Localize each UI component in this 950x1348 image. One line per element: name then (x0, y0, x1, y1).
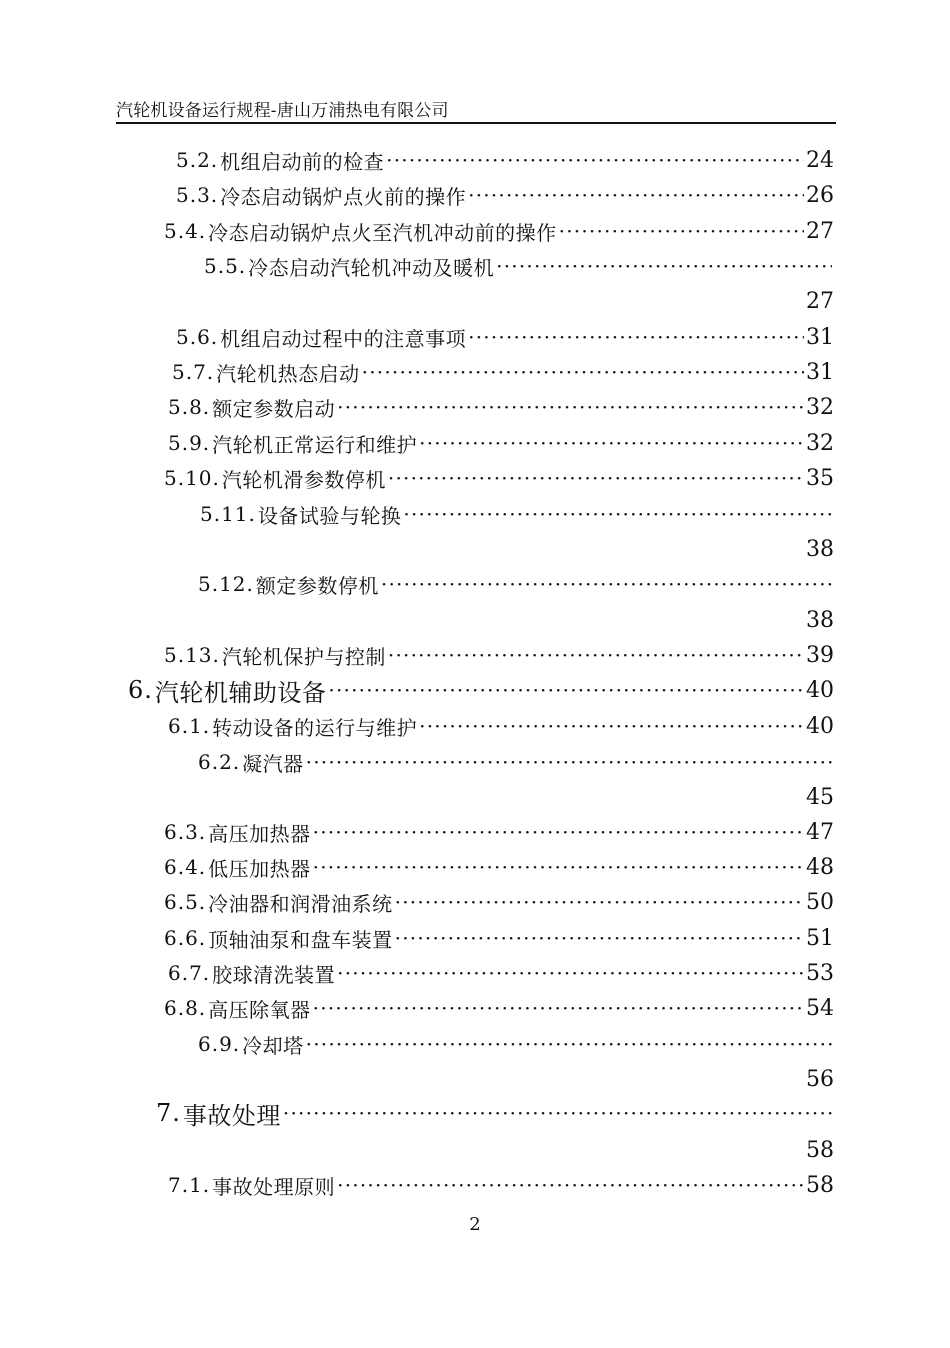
toc-entry-number: 7. (156, 1099, 181, 1127)
toc-entry-title: 事故处理原则 (212, 1174, 336, 1199)
toc-entry[interactable] (168, 957, 834, 989)
toc-entry-page: 26 (806, 182, 834, 208)
toc-entry-number: 6.7. (168, 961, 211, 985)
toc-chapter-entry[interactable] (156, 1097, 834, 1129)
toc-entry-title: 凝汽器 (242, 751, 304, 776)
toc-leader-dots (381, 572, 832, 596)
toc-entry-number: 6.1. (168, 714, 211, 738)
toc-entry-page: 32 (806, 430, 834, 456)
toc-entry-page: 58 (806, 1137, 834, 1163)
toc-entry[interactable] (198, 1028, 834, 1060)
toc-entry-title: 机组启动过程中的注意事项 (220, 326, 467, 351)
toc-entry[interactable] (176, 321, 834, 353)
toc-entry-page: 32 (806, 394, 834, 420)
toc-leader-dots (386, 148, 804, 172)
toc-leader-dots (496, 254, 832, 278)
toc-leader-dots (388, 643, 804, 667)
toc-entry-number: 5.10. (164, 466, 220, 490)
toc-leader-dots (362, 360, 804, 384)
toc-leader-dots (283, 1101, 832, 1125)
toc-leader-dots (559, 219, 804, 243)
toc-entry[interactable] (164, 462, 834, 494)
toc-entry[interactable] (164, 992, 834, 1024)
toc-entry-title: 汽轮机热态启动 (216, 361, 360, 386)
toc-entry-page: 31 (806, 324, 834, 350)
toc-entry-number: 5.12. (198, 572, 254, 596)
toc-entry-title: 设备试验与轮换 (257, 503, 402, 528)
toc-entry-number: 6.6. (164, 926, 207, 950)
toc-entry-page: 51 (806, 925, 834, 951)
toc-entry-number: 5.8. (168, 395, 211, 419)
toc-entry-title: 冷却塔 (242, 1033, 304, 1058)
toc-entry-number: 5.5. (204, 254, 247, 278)
toc-leader-dots (403, 502, 832, 526)
toc-leader-dots (306, 1032, 832, 1056)
toc-entry-title: 冷态启动锅炉点火至汽机冲动前的操作 (208, 220, 557, 245)
toc-entry[interactable] (172, 356, 834, 388)
toc-leader-dots (306, 750, 832, 774)
toc-entry[interactable] (168, 1169, 834, 1201)
toc-entry-title: 机组启动前的检查 (220, 149, 385, 174)
toc-leader-dots (313, 855, 804, 879)
toc-entry[interactable] (164, 886, 834, 918)
toc-entry-number: 6.5. (164, 890, 207, 914)
toc-entry-number: 6.8. (164, 996, 207, 1020)
toc-entry-number: 6.4. (164, 855, 207, 879)
toc-entry-title: 低压加热器 (208, 856, 311, 881)
toc-entry[interactable] (164, 639, 834, 671)
toc-entry[interactable] (168, 710, 834, 742)
toc-entry-page: 53 (806, 960, 834, 986)
toc-entry-title: 顶轴油泵和盘车装置 (208, 927, 393, 952)
toc-entry-title: 冷油器和润滑油系统 (208, 891, 393, 916)
toc-entry-page: 24 (806, 147, 834, 173)
toc-entry-page: 48 (806, 854, 834, 880)
toc-entry-page: 40 (806, 677, 834, 703)
toc-entry-title: 汽轮机滑参数停机 (221, 467, 386, 492)
toc-entry[interactable] (176, 144, 834, 176)
toc-entry-title: 汽轮机保护与控制 (221, 644, 386, 669)
toc-entry[interactable] (198, 568, 834, 600)
toc-entry-page: 35 (806, 465, 834, 491)
toc-leader-dots (468, 183, 804, 207)
toc-entry-number: 5.6. (176, 325, 219, 349)
header-title: 汽轮机设备运行规程-唐山万浦热电有限公司 (116, 101, 449, 121)
toc-chapter-entry[interactable] (128, 674, 834, 706)
page-number: 2 (469, 1214, 481, 1235)
toc-entry-page: 27 (806, 218, 834, 244)
toc-leader-dots (388, 466, 804, 490)
toc-entry-number: 5.4. (164, 219, 207, 243)
toc-entry[interactable] (164, 851, 834, 883)
toc-entry-title: 汽轮机正常运行和维护 (212, 432, 418, 457)
toc-leader-dots (337, 1173, 804, 1197)
toc-entry-title: 事故处理 (182, 1101, 281, 1129)
toc-entry[interactable] (198, 746, 834, 778)
toc-leader-dots (419, 431, 804, 455)
toc-entry-number: 5.7. (172, 360, 215, 384)
toc-leader-dots (468, 325, 804, 349)
toc-entry-page: 39 (806, 642, 834, 668)
page-header (116, 94, 836, 124)
toc-entry-page: 50 (806, 889, 834, 915)
toc-entry[interactable] (168, 391, 834, 423)
toc-entry-number: 6.9. (198, 1032, 241, 1056)
toc-entry-page: 54 (806, 995, 834, 1021)
toc-entry[interactable] (164, 922, 834, 954)
toc-entry-number: 5.3. (176, 183, 219, 207)
toc-entry[interactable] (200, 498, 834, 530)
toc-entry-title: 冷态启动锅炉点火前的操作 (220, 184, 467, 209)
toc-entry[interactable] (204, 250, 834, 282)
toc-entry-page: 31 (806, 359, 834, 385)
toc-entry-number: 6.3. (164, 820, 207, 844)
toc-leader-dots (395, 890, 804, 914)
toc-leader-dots (337, 961, 804, 985)
toc-entry-page: 38 (806, 536, 834, 562)
toc-leader-dots (337, 395, 804, 419)
toc-entry-title: 转动设备的运行与维护 (212, 715, 418, 740)
toc-entry-number: 5.13. (164, 643, 220, 667)
toc-entry-page: 47 (806, 819, 834, 845)
toc-entry-page: 38 (806, 607, 834, 633)
toc-entry-title: 汽轮机辅助设备 (154, 678, 327, 706)
toc-entry-title: 冷态启动汽轮机冲动及暖机 (248, 255, 495, 280)
toc-entry-number: 5.9. (168, 431, 211, 455)
toc-entry[interactable] (164, 816, 834, 848)
toc-leader-dots (328, 678, 804, 702)
toc-entry-number: 5.11. (200, 502, 256, 526)
toc-entry-number: 5.2. (176, 148, 219, 172)
toc-entry-title: 额定参数停机 (255, 573, 379, 598)
toc-entry-number: 6.2. (198, 750, 241, 774)
toc-entry[interactable] (168, 427, 834, 459)
toc-leader-dots (419, 714, 804, 738)
toc-entry-page: 27 (806, 288, 834, 314)
toc-entry-number: 7.1. (168, 1173, 211, 1197)
toc-entry-number: 6. (128, 676, 153, 704)
toc-entry[interactable] (176, 179, 834, 211)
toc-leader-dots (313, 996, 804, 1020)
toc-entry-title: 高压加热器 (208, 821, 311, 846)
toc-entry-title: 高压除氧器 (208, 997, 311, 1022)
toc-entry-page: 56 (806, 1066, 834, 1092)
toc-entry-title: 胶球清洗装置 (212, 962, 336, 987)
toc-entry[interactable] (164, 215, 834, 247)
toc-entry-page: 45 (806, 784, 834, 810)
toc-entry-title: 额定参数启动 (212, 396, 336, 421)
toc-entry-page: 40 (806, 713, 834, 739)
toc-entry-page: 58 (806, 1172, 834, 1198)
toc-leader-dots (395, 926, 804, 950)
toc-leader-dots (313, 820, 804, 844)
